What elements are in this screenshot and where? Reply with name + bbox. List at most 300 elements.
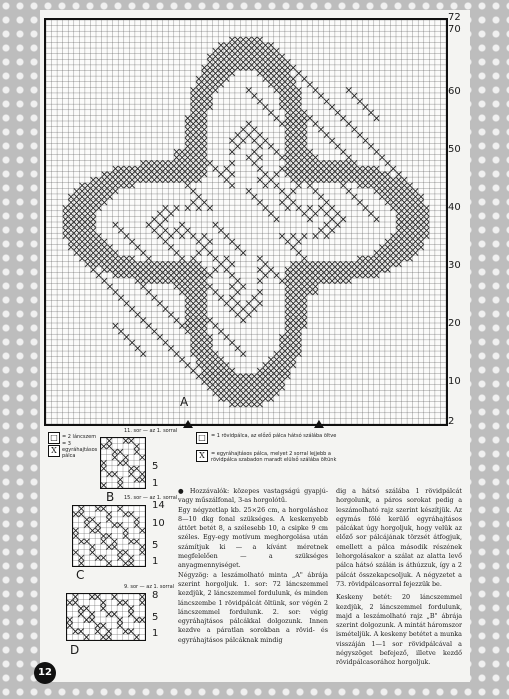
filled-cell (218, 379, 224, 385)
filled-cell (296, 250, 302, 256)
filled-cell (402, 194, 408, 200)
filled-cell (174, 273, 180, 279)
filled-cell (140, 160, 146, 166)
filled-cell (185, 261, 191, 267)
filled-cell (263, 261, 269, 267)
filled-cell (185, 143, 191, 149)
filled-cell (224, 385, 230, 391)
filled-cell (352, 194, 358, 200)
filled-cell (207, 76, 213, 82)
filled-cell (190, 166, 196, 172)
filled-cell (257, 267, 263, 273)
filled-cell (279, 345, 285, 351)
filled-cell (213, 323, 219, 329)
filled-cell (202, 273, 208, 279)
filled-cell (318, 261, 324, 267)
filled-cell (113, 188, 119, 194)
filled-cell (79, 183, 85, 189)
filled-cell (263, 379, 269, 385)
filled-cell (285, 334, 291, 340)
filled-cell (246, 301, 252, 307)
filled-cell (95, 528, 101, 533)
filled-cell (134, 634, 140, 640)
filled-cell (252, 374, 258, 380)
filled-cell (374, 188, 380, 194)
filled-cell (102, 188, 108, 194)
filled-cell (274, 172, 280, 178)
filled-cell (207, 87, 213, 93)
filled-cell (95, 522, 101, 527)
mini-chart-b (100, 437, 146, 489)
filled-cell (290, 357, 296, 363)
filled-cell (79, 188, 85, 194)
filled-cell (107, 244, 113, 250)
filled-cell (290, 115, 296, 121)
filled-cell (313, 267, 319, 273)
filled-cell (168, 244, 174, 250)
filled-cell (235, 143, 241, 149)
filled-cell (302, 138, 308, 144)
filled-cell (374, 256, 380, 262)
filled-cell (213, 368, 219, 374)
filled-cell (196, 267, 202, 273)
filled-cell (73, 550, 79, 555)
filled-cell (117, 522, 123, 527)
filled-cell (202, 115, 208, 121)
filled-cell (340, 115, 346, 121)
tick-40: 40 (448, 202, 461, 213)
filled-cell (263, 396, 269, 402)
filled-cell (85, 183, 91, 189)
filled-cell (140, 278, 146, 284)
filled-cell (385, 183, 391, 189)
filled-cell (224, 390, 230, 396)
filled-cell (202, 71, 208, 77)
filled-cell (95, 623, 101, 629)
filled-cell (90, 528, 96, 533)
filled-cell (263, 48, 269, 54)
filled-cell (296, 115, 302, 121)
filled-cell (346, 166, 352, 172)
filled-cell (196, 295, 202, 301)
filled-cell (290, 295, 296, 301)
filled-cell (202, 104, 208, 110)
filled-cell (329, 104, 335, 110)
filled-cell (290, 138, 296, 144)
filled-cell (73, 511, 79, 516)
filled-cell (235, 42, 241, 48)
filled-cell (413, 222, 419, 228)
filled-cell (79, 561, 85, 566)
filled-cell (413, 194, 419, 200)
filled-cell (313, 177, 319, 183)
filled-cell (213, 76, 219, 82)
filled-cell (340, 172, 346, 178)
filled-cell (202, 76, 208, 82)
filled-cell (100, 623, 106, 629)
filled-cell (285, 329, 291, 335)
filled-cell (352, 273, 358, 279)
filled-cell (246, 59, 252, 65)
filled-cell (185, 306, 191, 312)
filled-cell (402, 177, 408, 183)
filled-cell (101, 533, 107, 538)
filled-cell (290, 340, 296, 346)
filled-cell (240, 402, 246, 408)
filled-cell (285, 155, 291, 161)
filled-cell (302, 289, 308, 295)
filled-cell (307, 284, 313, 290)
filled-cell (118, 273, 124, 279)
filled-cell (290, 289, 296, 295)
filled-cell (74, 211, 80, 217)
filled-cell (346, 261, 352, 267)
filled-cell (385, 194, 391, 200)
tick-70: 70 (448, 24, 461, 35)
filled-cell (296, 110, 302, 116)
filled-cell (196, 76, 202, 82)
filled-cell (174, 172, 180, 178)
filled-cell (73, 594, 79, 600)
filled-cell (285, 323, 291, 329)
filled-cell (279, 340, 285, 346)
filled-cell (340, 273, 346, 279)
filled-cell (418, 194, 424, 200)
filled-cell (313, 273, 319, 279)
filled-cell (296, 261, 302, 267)
filled-cell (302, 323, 308, 329)
filled-cell (329, 177, 335, 183)
filled-cell (213, 256, 219, 262)
mini-b-tick-5: 5 (152, 461, 159, 472)
filled-cell (240, 54, 246, 60)
filled-cell (235, 278, 241, 284)
filled-cell (313, 87, 319, 93)
filled-cell (235, 37, 241, 43)
filled-cell (224, 396, 230, 402)
filled-cell (168, 160, 174, 166)
filled-cell (163, 166, 169, 172)
filled-cell (213, 59, 219, 65)
filled-cell (179, 166, 185, 172)
filled-cell (390, 166, 396, 172)
filled-cell (100, 600, 106, 606)
filled-cell (112, 594, 118, 600)
filled-cell (163, 177, 169, 183)
filled-cell (318, 93, 324, 99)
filled-cell (252, 160, 258, 166)
filled-cell (146, 177, 152, 183)
filled-cell (224, 177, 230, 183)
filled-cell (89, 617, 95, 623)
filled-cell (252, 379, 258, 385)
filled-cell (335, 211, 341, 217)
filled-cell (196, 317, 202, 323)
filled-cell (118, 267, 124, 273)
filled-cell (285, 71, 291, 77)
filled-cell (229, 396, 235, 402)
filled-cell (296, 93, 302, 99)
filled-cell (146, 278, 152, 284)
filled-cell (307, 155, 313, 161)
filled-cell (296, 172, 302, 178)
filled-cell (185, 295, 191, 301)
filled-cell (402, 250, 408, 256)
filled-cell (407, 188, 413, 194)
filled-cell (379, 256, 385, 262)
filled-cell (207, 345, 213, 351)
filled-cell (74, 228, 80, 234)
filled-cell (190, 351, 196, 357)
filled-cell (213, 357, 219, 363)
filled-cell (290, 172, 296, 178)
filled-cell (129, 273, 135, 279)
filled-cell (213, 379, 219, 385)
filled-cell (296, 166, 302, 172)
filled-cell (196, 345, 202, 351)
filled-cell (285, 93, 291, 99)
filled-cell (407, 194, 413, 200)
filled-cell (163, 306, 169, 312)
filled-cell (179, 261, 185, 267)
filled-cell (274, 183, 280, 189)
filled-cell (407, 239, 413, 245)
filled-cell (113, 261, 119, 267)
filled-cell (68, 205, 74, 211)
filled-cell (285, 121, 291, 127)
filled-cell (68, 222, 74, 228)
filled-cell (402, 233, 408, 239)
filled-cell (302, 127, 308, 133)
filled-cell (106, 511, 112, 516)
filled-cell (107, 250, 113, 256)
filled-cell (202, 143, 208, 149)
filled-cell (385, 239, 391, 245)
filled-cell (128, 511, 134, 516)
mini-chart-d (66, 593, 146, 641)
filled-cell (252, 295, 258, 301)
filled-cell (174, 261, 180, 267)
filled-cell (346, 121, 352, 127)
filled-cell (368, 261, 374, 267)
filled-cell (240, 390, 246, 396)
filled-cell (285, 166, 291, 172)
filled-cell (235, 396, 241, 402)
filled-cell (329, 278, 335, 284)
filled-cell (313, 233, 319, 239)
filled-cell (129, 267, 135, 273)
filled-cell (90, 261, 96, 267)
filled-cell (185, 323, 191, 329)
filled-cell (285, 87, 291, 93)
filled-cell (157, 172, 163, 178)
filled-cell (246, 48, 252, 54)
filled-cell (123, 600, 129, 606)
filled-cell (135, 244, 141, 250)
filled-cell (418, 200, 424, 206)
filled-cell (268, 385, 274, 391)
filled-cell (213, 48, 219, 54)
filled-cell (290, 110, 296, 116)
filled-cell (285, 132, 291, 138)
filled-cell (290, 267, 296, 273)
filled-cell (257, 390, 263, 396)
filled-cell (246, 188, 252, 194)
filled-cell (252, 149, 258, 155)
filled-cell (113, 289, 119, 295)
filled-cell (296, 71, 302, 77)
filled-cell (174, 160, 180, 166)
filled-cell (185, 149, 191, 155)
filled-cell (90, 188, 96, 194)
filled-cell (285, 115, 291, 121)
filled-cell (307, 172, 313, 178)
filled-cell (346, 267, 352, 273)
filled-cell (84, 617, 90, 623)
filled-cell (168, 267, 174, 273)
square-paragraph: Négyzög: a leszámolható minta „A" ábrája szerint horgoljuk. 1. sor: 72 láncszemmel kezdjük, 2 láncszemmel fordulunk, és minden láncszembe 1 rövidpálcát öltünk, sor végén 2 láncszemmel fordulunk. 2. sor: végig egyráhajtásos pálcákkal dolgozunk. Innen kezdve a páratlan sorokban a rövid- és egyráhajtásos pálcáknak mindig (178, 570, 328, 644)
filled-cell (190, 132, 196, 138)
filled-cell (79, 539, 85, 544)
filled-cell (157, 166, 163, 172)
filled-cell (207, 368, 213, 374)
filled-cell (224, 54, 230, 60)
filled-cell (96, 239, 102, 245)
filled-cell (235, 244, 241, 250)
filled-cell (407, 256, 413, 262)
filled-cell (363, 104, 369, 110)
filled-cell (329, 273, 335, 279)
filled-cell (290, 82, 296, 88)
filled-cell (185, 127, 191, 133)
filled-cell (296, 334, 302, 340)
mini-c-tick-14: 14 (152, 500, 165, 511)
filled-cell (302, 143, 308, 149)
filled-cell (290, 301, 296, 307)
filled-cell (307, 166, 313, 172)
filled-cell (196, 323, 202, 329)
filled-cell (246, 374, 252, 380)
filled-cell (102, 250, 108, 256)
filled-cell (313, 155, 319, 161)
filled-cell (374, 149, 380, 155)
filled-cell (134, 539, 140, 544)
filled-cell (268, 357, 274, 363)
filled-cell (140, 351, 146, 357)
filled-cell (146, 273, 152, 279)
filled-cell (246, 312, 252, 318)
filled-cell (113, 250, 119, 256)
filled-cell (207, 205, 213, 211)
filled-cell (157, 222, 163, 228)
filled-cell (168, 312, 174, 318)
filled-cell (279, 104, 285, 110)
filled-cell (285, 312, 291, 318)
filled-cell (252, 390, 258, 396)
filled-cell (90, 244, 96, 250)
filled-cell (196, 340, 202, 346)
filled-cell (207, 160, 213, 166)
filled-cell (229, 385, 235, 391)
filled-cell (290, 317, 296, 323)
text-column-right (336, 487, 462, 677)
filled-cell (252, 385, 258, 391)
filled-cell (174, 155, 180, 161)
filled-cell (117, 555, 123, 560)
filled-cell (202, 312, 208, 318)
filled-cell (357, 267, 363, 273)
filled-cell (85, 256, 91, 262)
filled-cell (296, 273, 302, 279)
filled-cell (63, 222, 69, 228)
filled-cell (224, 256, 230, 262)
filled-cell (340, 183, 346, 189)
filled-cell (190, 256, 196, 262)
filled-cell (85, 188, 91, 194)
arrow-left-mark (183, 420, 193, 428)
filled-cell (190, 284, 196, 290)
filled-cell (123, 460, 129, 466)
filled-cell (202, 110, 208, 116)
filled-cell (335, 267, 341, 273)
filled-cell (185, 121, 191, 127)
filled-cell (363, 205, 369, 211)
filled-cell (218, 362, 224, 368)
filled-cell (285, 143, 291, 149)
filled-cell (202, 323, 208, 329)
filled-cell (307, 177, 313, 183)
filled-cell (313, 211, 319, 217)
filled-cell (146, 160, 152, 166)
legend-sc-text: = 1 rövidpálca, az előző pálca hátsó szálába öltve (211, 433, 337, 439)
filled-cell (190, 295, 196, 301)
filled-cell (213, 385, 219, 391)
filled-cell (335, 166, 341, 172)
filled-cell (196, 306, 202, 312)
filled-cell (123, 455, 129, 461)
filled-cell (346, 188, 352, 194)
filled-cell (179, 233, 185, 239)
filled-cell (68, 194, 74, 200)
filled-cell (218, 390, 224, 396)
filled-cell (90, 222, 96, 228)
tick-2: 2 (448, 416, 455, 427)
filled-cell (96, 244, 102, 250)
filled-cell (84, 539, 90, 544)
filled-cell (324, 166, 330, 172)
filled-cell (224, 379, 230, 385)
filled-cell (290, 345, 296, 351)
filled-cell (128, 561, 134, 566)
filled-cell (124, 267, 130, 273)
filled-cell (296, 289, 302, 295)
filled-cell (290, 278, 296, 284)
filled-cell (274, 149, 280, 155)
filled-cell (113, 256, 119, 262)
filled-cell (346, 160, 352, 166)
filled-cell (218, 261, 224, 267)
filled-cell (290, 132, 296, 138)
filled-cell (134, 477, 140, 483)
filled-cell (207, 351, 213, 357)
mini-c-letter: C (76, 568, 85, 582)
filled-cell (418, 205, 424, 211)
filled-cell (63, 228, 69, 234)
filled-cell (302, 267, 308, 273)
filled-cell (296, 340, 302, 346)
filled-cell (318, 166, 324, 172)
filled-cell (118, 329, 124, 335)
